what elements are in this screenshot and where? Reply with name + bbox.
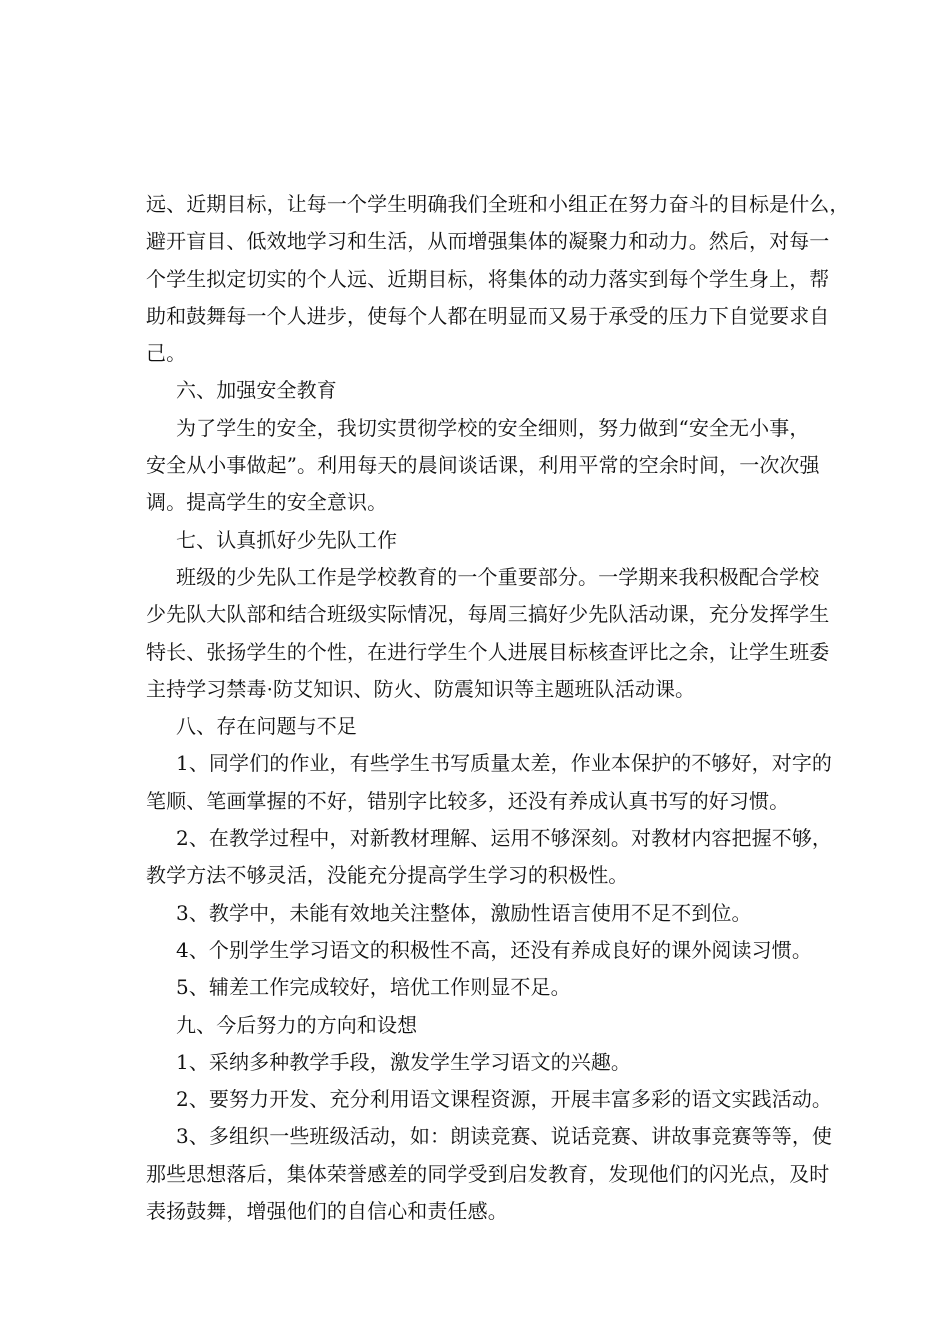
text-line: 九、今后努力的方向和设想: [176, 1012, 418, 1037]
text-line: 3、多组织一些班级活动，如：朗读竞赛、说话竞赛、讲故事竞赛等等，使: [176, 1124, 833, 1149]
text-line: 远、近期目标，让每一个学生明确我们全班和小组正在努力奋斗的目标是什么，: [146, 192, 850, 216]
text-line: 3、教学中，未能有效地关注整体，激励性语言使用不足不到位。: [176, 900, 752, 925]
text-line: 1、采纳多种教学手段，激发学生学习语文的兴趣。: [176, 1049, 632, 1074]
text-line: 七、认真抓好少先队工作: [176, 527, 398, 552]
text-line: 笔顺、笔画掌握的不好，错别字比较多，还没有养成认真书写的好习惯。: [146, 788, 790, 813]
text-line: 特长、张扬学生的个性，在进行学生个人进展目标核查评比之余，让学生班委: [146, 639, 830, 664]
text-line: 六、加强安全教育: [176, 378, 337, 403]
text-line: 己。: [146, 341, 187, 366]
text-line: 避开盲目、低效地学习和生活，从而增强集体的凝聚力和动力。然后，对每一: [146, 229, 830, 254]
text-line: 八、存在问题与不足: [176, 714, 357, 739]
text-line: 调。提高学生的安全意识。: [146, 490, 388, 515]
text-line: 主持学习禁毒·防艾知识、防火、防震知识等主题班队活动课。: [146, 676, 696, 701]
text-line: 班级的少先队工作是学校教育的一个重要部分。一学期来我积极配合学校: [176, 564, 820, 589]
text-line: 2、要努力开发、充分利用语文课程资源，开展丰富多彩的语文实践活动。: [176, 1087, 833, 1112]
text-line: 5、辅差工作完成较好，培优工作则显不足。: [176, 975, 571, 1000]
text-line: 教学方法不够灵活，没能充分提高学生学习的积极性。: [146, 863, 629, 888]
text-line: 个学生拟定切实的个人远、近期目标，将集体的动力落实到每个学生身上，帮: [146, 266, 830, 291]
text-line: 2、在教学过程中，对新教材理解、运用不够深刻。对教材内容把握不够，: [176, 826, 833, 851]
text-line: 4、个别学生学习语文的积极性不高，还没有养成良好的课外阅读习惯。: [176, 937, 812, 962]
text-line: 少先队大队部和结合班级实际情况，每周三搞好少先队活动课，充分发挥学生: [146, 602, 830, 627]
text-line: 安全从小事做起”。利用每天的晨间谈话课，利用平常的空余时间，一次次强: [146, 453, 820, 478]
text-line: 表扬鼓舞，增强他们的自信心和责任感。: [146, 1199, 508, 1224]
text-line: 助和鼓舞每一个人进步，使每个人都在明显而又易于承受的压力下自觉要求自: [146, 303, 830, 328]
text-line: 1、同学们的作业，有些学生书写质量太差，作业本保护的不够好，对字的: [176, 751, 833, 776]
document-body: [146, 186, 850, 1230]
text-line: 为了学生的安全，我切实贯彻学校的安全细则，努力做到“安全无小事，: [176, 415, 810, 440]
text-line: 那些思想落后，集体荣誉感差的同学受到启发教育，发现他们的闪光点，及时: [146, 1161, 830, 1186]
